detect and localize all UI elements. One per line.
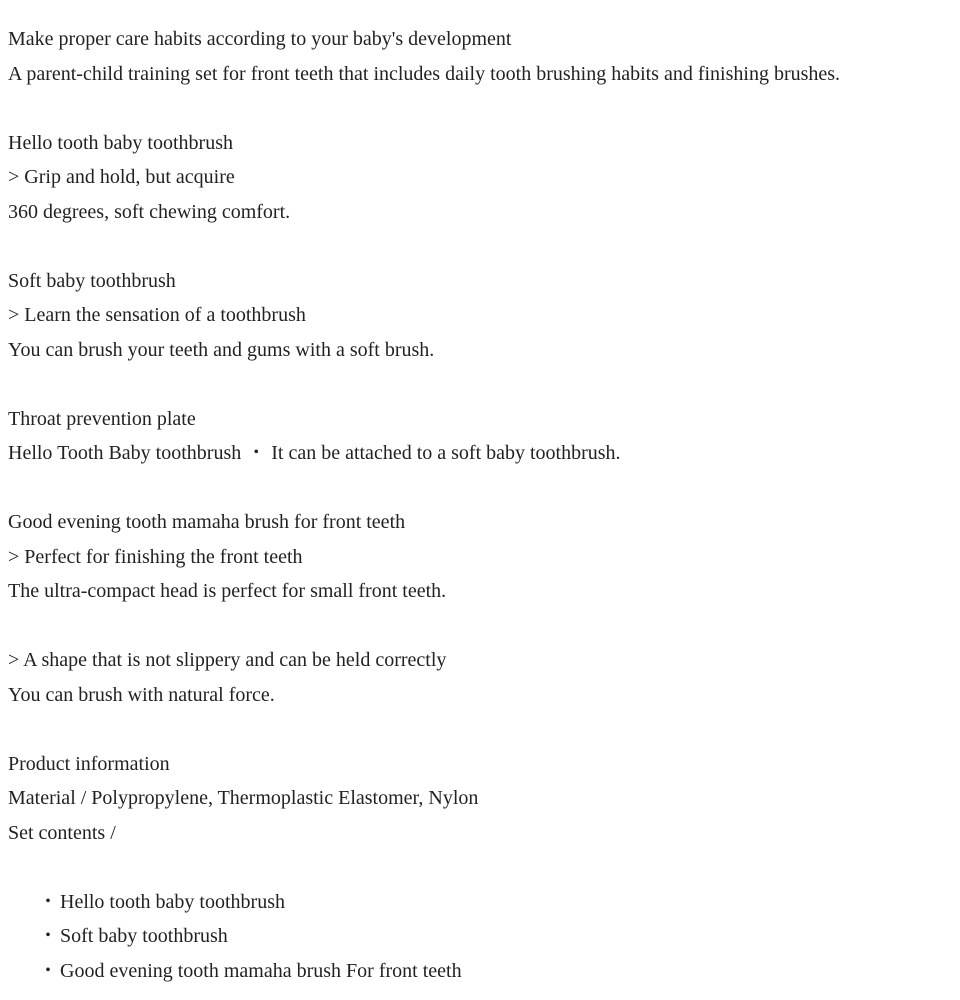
section-point: > Perfect for finishing the front teeth bbox=[8, 545, 303, 568]
intro-description: A parent-child training set for front teeth that includes daily tooth brushing habits and finishing brushes. bbox=[8, 62, 841, 85]
section-front-teeth-brush bbox=[8, 505, 908, 609]
section-heading: Hello tooth baby toothbrush bbox=[8, 131, 233, 154]
spacer bbox=[8, 712, 908, 747]
bullet-icon: ・ bbox=[38, 959, 58, 982]
section-point: > A shape that is not slippery and can be held correctly bbox=[8, 649, 447, 671]
product-description bbox=[8, 22, 908, 988]
section-soft-baby bbox=[8, 264, 908, 368]
spacer bbox=[8, 609, 908, 644]
section-detail: You can brush with natural force. bbox=[8, 683, 275, 706]
section-point: > Grip and hold, but acquire bbox=[8, 166, 235, 188]
section-detail: The ultra-compact head is perfect for small front teeth. bbox=[8, 580, 447, 602]
spacer bbox=[8, 91, 908, 126]
product-information bbox=[8, 747, 908, 989]
section-heading: Soft baby toothbrush bbox=[8, 269, 176, 292]
bullet-icon: ・ bbox=[38, 925, 58, 947]
list-item-label: Hello tooth baby toothbrush bbox=[60, 890, 285, 913]
list-item bbox=[8, 885, 908, 920]
bullet-icon: ・ bbox=[38, 890, 58, 913]
section-throat-plate bbox=[8, 402, 908, 471]
section-grip-shape bbox=[8, 643, 908, 712]
spacer bbox=[8, 471, 908, 506]
list-item-label: Soft baby toothbrush bbox=[60, 925, 228, 947]
list-item bbox=[8, 919, 908, 954]
list-item bbox=[8, 954, 908, 989]
list-item-label: Good evening tooth mamaha brush For front teeth bbox=[60, 959, 462, 982]
product-info-heading: Product information bbox=[8, 752, 170, 775]
intro-title: Make proper care habits according to your baby's development bbox=[8, 28, 512, 50]
section-heading: Throat prevention plate bbox=[8, 407, 196, 430]
set-contents-label: Set contents / bbox=[8, 821, 116, 844]
section-detail: You can brush your teeth and gums with a soft brush. bbox=[8, 338, 435, 361]
spacer bbox=[8, 229, 908, 264]
section-point: > Learn the sensation of a toothbrush bbox=[8, 304, 306, 326]
spacer bbox=[8, 850, 908, 885]
spacer bbox=[8, 367, 908, 402]
section-detail: Hello Tooth Baby toothbrush ・ It can be attached to a soft baby toothbrush. bbox=[8, 442, 621, 464]
section-detail: 360 degrees, soft chewing comfort. bbox=[8, 200, 291, 223]
set-contents-list bbox=[8, 885, 908, 989]
section-hello-tooth bbox=[8, 126, 908, 230]
material-line: Material / Polypropylene, Thermoplastic Elastomer, Nylon bbox=[8, 787, 479, 809]
section-heading: Good evening tooth mamaha brush for front teeth bbox=[8, 511, 406, 533]
